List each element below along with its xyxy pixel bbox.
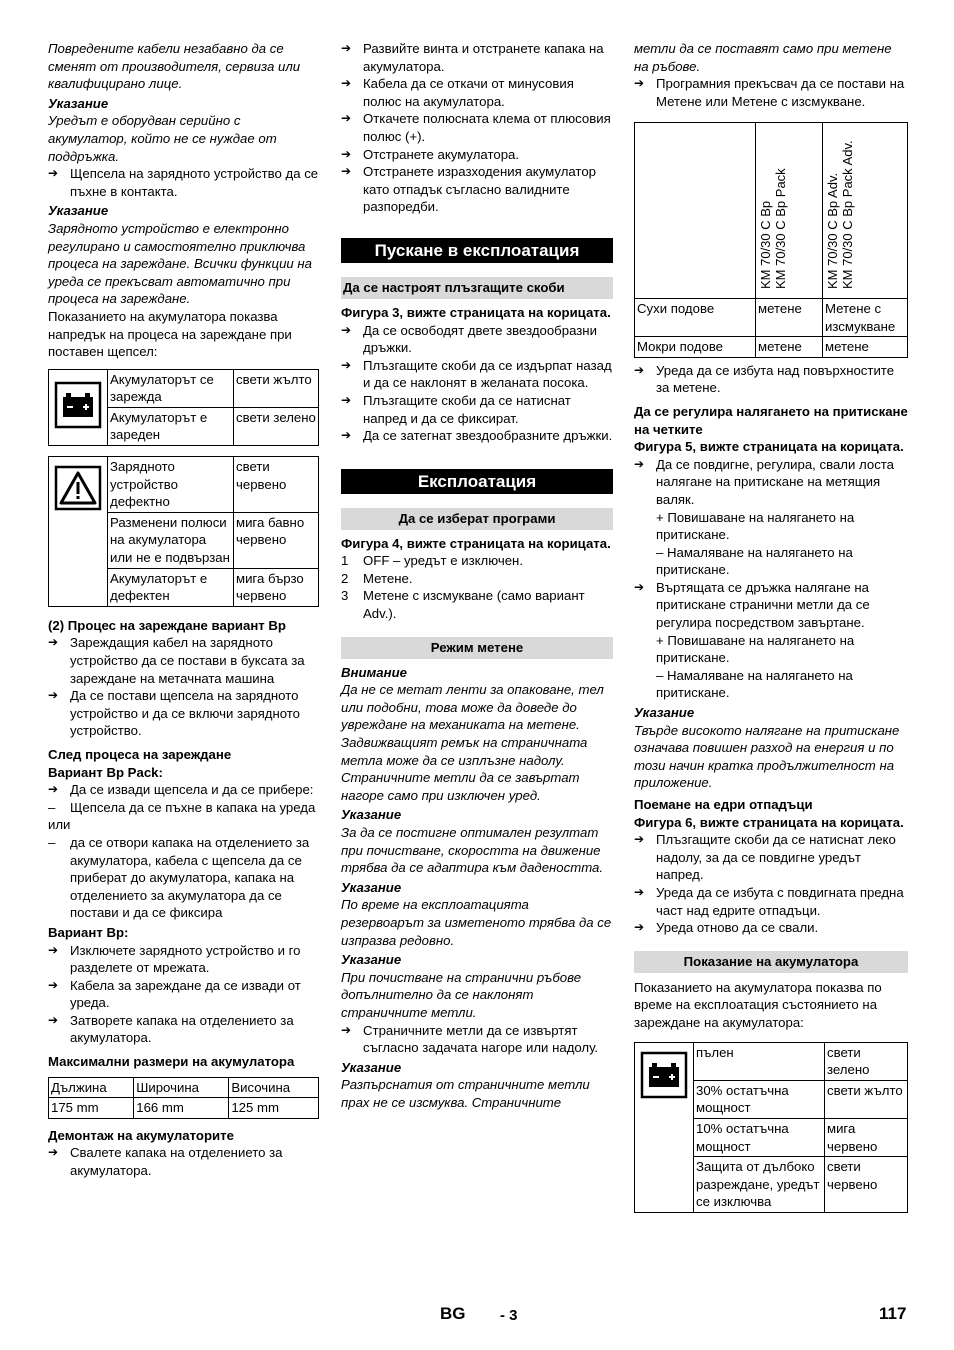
- table-cell: Акумулаторът се зарежда: [108, 369, 234, 407]
- note-label: Указание: [341, 879, 402, 895]
- figure-ref: Фигура 3, вижте страницата на корицата.: [341, 304, 611, 320]
- arrow-icon: ➔: [341, 392, 352, 407]
- table-cell: [635, 123, 756, 299]
- sub-item: + Повишаване на налягането на притискане.: [656, 509, 855, 543]
- section-heading: (2) Процес на зареждане вариант Bp: [48, 617, 286, 633]
- caution-text: Задвижващият ремък на страничната метла може да се изплъзне надолу. Страничните метли да се завъртат нагоре само при изключен уред.: [341, 735, 588, 803]
- column-3: [634, 40, 908, 1213]
- step-item: ➔ Щепсела на зарядното устройство да се пъхне в контакта.: [48, 166, 319, 199]
- table-cell: мига червено: [825, 1118, 908, 1156]
- note-text: По време на експлоатацията резервоарът за изметеното трябва да се изпразва редовно.: [341, 897, 612, 948]
- table-cell: пълен: [694, 1042, 825, 1080]
- column-1: [48, 40, 319, 1180]
- paragraph: Показанието на акумулатора показва по време на експлоатация състоянието на зареждане на акумулатора:: [634, 979, 882, 1030]
- footer-section: - 3: [500, 1307, 518, 1324]
- list-item: 1 OFF – уредът е изключен.: [341, 553, 523, 569]
- arrow-icon: ➔: [341, 76, 352, 91]
- section-heading: Максимални размери на акумулатора: [48, 1054, 295, 1070]
- arrow-icon: ➔: [341, 1022, 352, 1037]
- chapter-heading: Експлоатация: [341, 469, 613, 494]
- arrow-icon: ➔: [634, 579, 645, 594]
- arrow-icon: ➔: [634, 884, 645, 899]
- figure-ref: Фигура 4, вижте страницата на корицата.: [341, 535, 611, 551]
- table-cell: метене: [756, 337, 823, 358]
- caution-label: Внимание: [341, 664, 407, 680]
- arrow-icon: ➔: [48, 1012, 59, 1027]
- arrow-icon: ➔: [341, 164, 352, 179]
- section-heading: Да се изберат програми: [341, 508, 613, 530]
- warning-text: Повредените кабели незабавно да се сменят от производителя, сервиза или квалифицирано лице.: [48, 41, 301, 92]
- table-cell: 125 mm: [229, 1098, 319, 1119]
- arrow-icon: ➔: [48, 635, 59, 650]
- arrow-icon: ➔: [341, 428, 352, 443]
- section-heading: Поемане на едри отпадъци: [634, 797, 813, 812]
- variant-heading: Вариант Bp:: [48, 924, 129, 940]
- table-cell: Мокри подове: [635, 337, 756, 358]
- figure-ref: Фигура 5, вижте страницата на корицата.: [634, 439, 904, 455]
- section-heading: Да се регулира налягането на притискане на четките: [634, 403, 908, 437]
- section-heading: След процеса на зареждане: [48, 746, 232, 762]
- table-cell: Сухи подове: [635, 298, 756, 336]
- caution-text: Да не се метат ленти за опаковане, тел или подобни, това може да доведе до увреждане на механиката на метене.: [341, 682, 604, 733]
- table-cell: 30% остатъчна мощност: [694, 1080, 825, 1118]
- list-item: 2 Метене.: [341, 570, 413, 586]
- note-text: За да се постигне оптимален резултат при почистване, скоростта на движение трябва да се адаптира към дадеността.: [341, 825, 604, 876]
- dash-item: – Щепсела да се пъхне в капака на уреда: [48, 799, 316, 815]
- arrow-icon: ➔: [341, 41, 352, 55]
- footer-language: BG: [440, 1304, 466, 1323]
- step-item: ➔ Откачете полюсната клема от плюсовия полюс (+).: [341, 111, 611, 144]
- table-cell: мига бавно червено: [234, 512, 319, 568]
- model-header-2: [823, 123, 903, 293]
- table-cell: Разменени полюси на акумулатора или не е подвързан: [108, 512, 234, 568]
- step-item: ➔ Уреда отново да се свали.: [634, 920, 819, 936]
- paragraph: Показанието на акумулатора показва напредък на процеса на зареждане при поставен щепсел:: [48, 308, 292, 360]
- step-item: ➔ Плъзгащите скоби да се издърпат назад и да се наклонят в желаната посока.: [341, 357, 612, 391]
- note-label: Указание: [634, 705, 695, 721]
- step-item: ➔ Изключете зарядното устройство и го разделете от мрежата.: [48, 942, 301, 976]
- step-item: ➔ Кабела за зареждане да се извади от уреда.: [48, 977, 301, 1011]
- chapter-heading: Пускане в експлоатация: [341, 238, 613, 263]
- step-item: ➔ Затворете капака на отделението за акумулатора.: [48, 1012, 294, 1046]
- table-cell: Акумулаторът е зареден: [108, 407, 234, 445]
- step-item: ➔ Да се извади щепсела и да се прибере:: [48, 782, 314, 798]
- svg-text:KM 70/30 C Bp: KM 70/30 C Bp: [758, 201, 773, 290]
- arrow-icon: ➔: [634, 456, 645, 471]
- table-cell: свети зелено: [825, 1042, 908, 1080]
- table-cell: свети жълто: [234, 369, 319, 407]
- table-cell: Метене с изсмукване: [823, 298, 908, 336]
- arrow-icon: ➔: [341, 146, 352, 161]
- arrow-icon: ➔: [48, 688, 59, 703]
- table-cell: свети червено: [825, 1157, 908, 1213]
- list-item: 3 Метене с изсмукване (само вариант Adv.).: [341, 588, 585, 622]
- dash-item: – да се отвори капака на отделението за акумулатора, кабела с щепсела да се приберат до акумулатора, капака на отделението за акумулатора да се постави и да се фиксира: [48, 834, 310, 921]
- step-item: ➔ Да се затегнат звездообразните дръжки.: [341, 428, 613, 444]
- note-text: Твърде високото налягане на притискане означава повишен разход на енергия и по този начин кратка продължителност на приложение.: [634, 722, 900, 791]
- arrow-icon: ➔: [634, 362, 645, 377]
- arrow-icon: ➔: [634, 832, 645, 847]
- step-item: ➔ Страничните метли да се извъртят съгласно задачата нагоре или надолу.: [341, 1022, 599, 1056]
- table-header: [756, 123, 823, 299]
- battery-icon: [49, 369, 108, 445]
- column-2: [341, 40, 613, 1112]
- table-cell: Зарядното устройство дефектно: [108, 457, 234, 513]
- charger-fault-table: [48, 456, 319, 607]
- model-header-1: [756, 123, 822, 293]
- sub-item: + Повишаване на налягането на притискане.: [656, 632, 855, 666]
- note-label: Указание: [48, 95, 109, 111]
- battery-display-table: [634, 1042, 908, 1213]
- arrow-icon: ➔: [48, 1145, 59, 1160]
- note-label: Указание: [341, 1059, 402, 1075]
- step-item: ➔ Плъзгащите скоби да се натиснат напред и да се фиксират.: [341, 392, 571, 426]
- table-cell: Защита от дълбоко разреждане, уредът се изключва: [694, 1157, 825, 1213]
- table-cell: 175 mm: [49, 1098, 134, 1119]
- step-item: ➔ Да се повдигне, регулира, свали лоста налягане на притискане на метящия валяк.: [634, 456, 895, 507]
- sub-item: – Намаляване на налягането на притискане.: [656, 544, 853, 578]
- note-text: Уредът е оборудван серийно с акумулатор, който не се нуждае от поддръжка.: [48, 113, 277, 164]
- section-heading: Да се настроят плъзгащите скоби: [341, 277, 613, 299]
- step-item: ➔ Развийте винта и отстранете капака на акумулатора.: [341, 41, 604, 74]
- step-item: ➔ Кабела да се откачи от минусовия полюс на акумулатора.: [341, 76, 574, 109]
- note-text: Разпърснатия от страничните метли прах не се изсмуква. Страничните: [341, 1077, 590, 1110]
- table-cell: 10% остатъчна мощност: [694, 1118, 825, 1156]
- table-cell: свети жълто: [825, 1080, 908, 1118]
- arrow-icon: ➔: [341, 322, 352, 337]
- step-item: ➔ Уреда да се избута над повърхностите за метене.: [634, 362, 895, 396]
- note-label: Указание: [341, 952, 402, 968]
- paragraph: или: [48, 817, 71, 833]
- note-label: Указание: [48, 203, 109, 219]
- battery-dimensions-table: [48, 1077, 319, 1119]
- note-text: Зарядното устройство е електронно регулирано и самостоятелно приключва процеса на зареждане. Всички функции на уреда се прекъсват автоматично при процеса на зареждане.: [48, 220, 312, 307]
- section-heading: Демонтаж на акумулаторите: [48, 1127, 234, 1143]
- charging-status-table: [48, 369, 319, 446]
- step-item: ➔ Отстранете акумулатора.: [341, 146, 520, 162]
- arrow-icon: ➔: [341, 357, 352, 372]
- table-cell: свети червено: [234, 457, 319, 513]
- table-header: [823, 123, 908, 299]
- arrow-icon: ➔: [48, 977, 59, 992]
- table-cell: Акумулаторът е дефектен: [108, 568, 234, 606]
- step-item: ➔ Плъзгащите скоби да се натиснат леко надолу, за да се повдигне уредът напред.: [634, 832, 896, 883]
- arrow-icon: ➔: [48, 942, 59, 957]
- step-item: ➔ Свалете капака на отделението за акумулатора.: [48, 1145, 283, 1179]
- arrow-icon: ➔: [341, 111, 352, 126]
- table-cell: свети зелено: [234, 407, 319, 445]
- variant-heading: Вариант Bp Pack:: [48, 764, 163, 780]
- arrow-icon: ➔: [634, 920, 645, 935]
- sub-item: – Намаляване на налягането на притискане.: [656, 667, 853, 701]
- section-heading: Режим метене: [341, 637, 613, 659]
- note-text: метли да се поставят само при метене на ръбове.: [634, 41, 892, 74]
- step-item: ➔ Да се освободят двете звездообразни дръжки.: [341, 322, 597, 356]
- step-item: ➔ Въртящата се дръжка налягане на притискане странични метли да се регулира посредством завъртане.: [634, 579, 870, 631]
- arrow-icon: ➔: [48, 782, 59, 797]
- step-item: ➔ Програмния прекъсвач да се постави на Метене или Метене с изсмукване.: [634, 76, 905, 109]
- svg-text:KM 70/30 C Bp Adv.: KM 70/30 C Bp Adv.: [825, 173, 840, 290]
- arrow-icon: ➔: [48, 166, 59, 181]
- table-header: Широчина: [134, 1077, 229, 1098]
- svg-text:KM 70/30 C Bp Pack: KM 70/30 C Bp Pack: [773, 168, 788, 290]
- step-item: ➔ Отстранете изразходения акумулатор като отпадък съгласно валидните разпоредби.: [341, 164, 596, 215]
- section-heading: Показание на акумулатора: [634, 951, 908, 973]
- note-text: При почистване на странични ръбове допълнително да се наклонят страничните метли.: [341, 969, 582, 1020]
- step-item: ➔ Да се постави щепсела на зарядното устройство и да се включи зарядното устройство.: [48, 688, 300, 739]
- arrow-icon: ➔: [634, 76, 645, 91]
- table-cell: мига бързо червено: [234, 568, 319, 606]
- step-item: ➔ Зареждащия кабел на зарядното устройство да се постави в буксата за зареждане на метачната машина: [48, 635, 305, 686]
- warning-triangle-icon: [49, 457, 108, 607]
- table-cell: метене: [823, 337, 908, 358]
- figure-ref: Фигура 6, вижте страницата на корицата.: [634, 814, 904, 830]
- note-label: Указание: [341, 807, 402, 823]
- table-cell: 166 mm: [134, 1098, 229, 1119]
- step-item: ➔ Уреда да се избута с повдигната предна част над едрите отпадъци.: [634, 884, 904, 918]
- page-number: 117: [879, 1304, 907, 1323]
- table-header: Височина: [229, 1077, 319, 1098]
- svg-text:KM 70/30 C Bp Pack Adv.: KM 70/30 C Bp Pack Adv.: [840, 140, 855, 290]
- model-mode-table: [634, 122, 908, 357]
- battery-icon: [635, 1042, 694, 1212]
- table-cell: метене: [756, 298, 823, 336]
- table-header: Дължина: [49, 1077, 134, 1098]
